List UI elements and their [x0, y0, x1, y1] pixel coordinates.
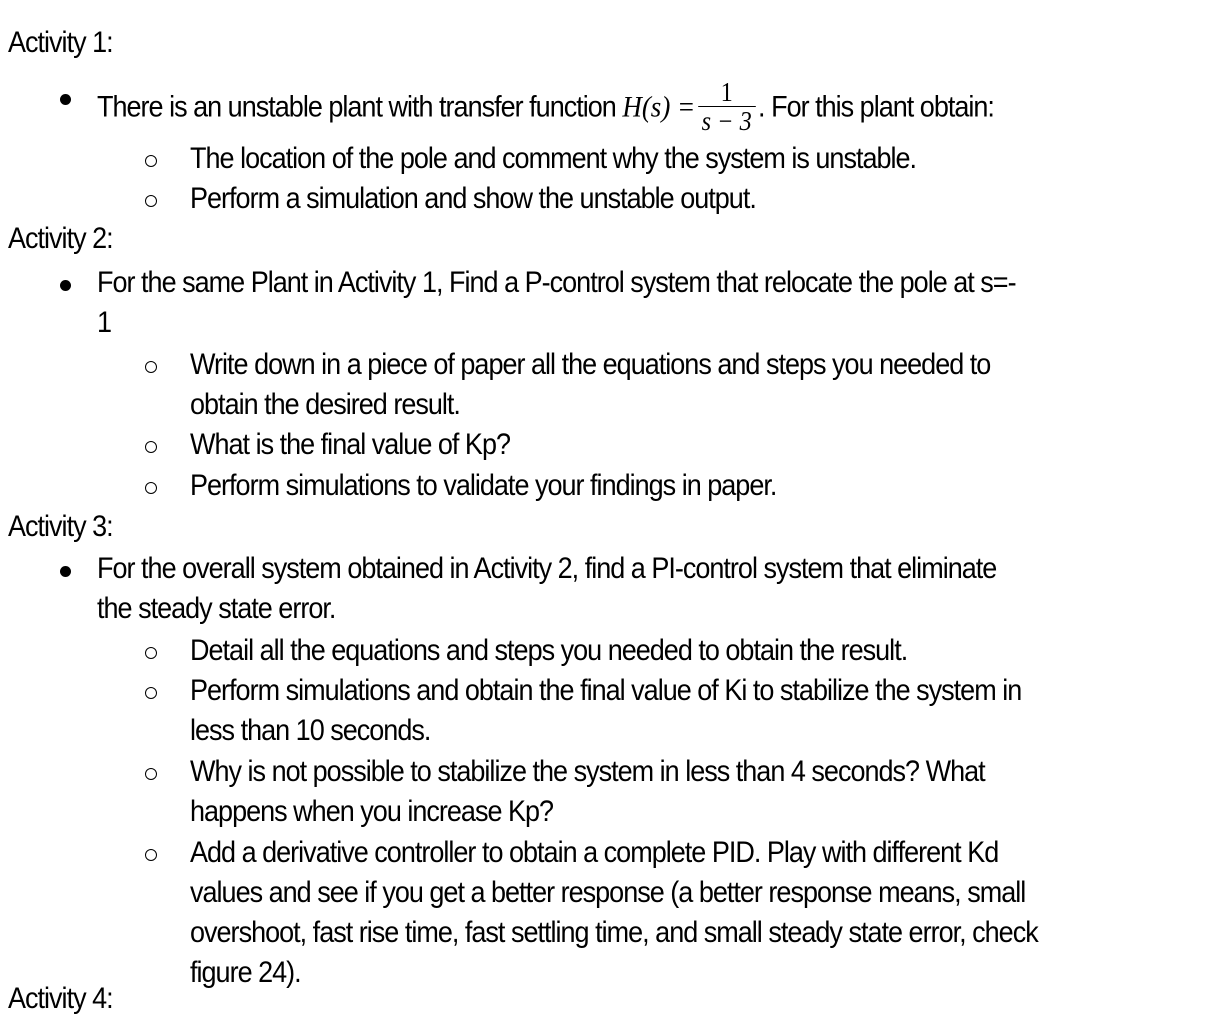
sub-bullet-marker [145, 768, 157, 780]
transfer-function-numerator: 1 [698, 78, 755, 107]
activity-1-sub-1: The location of the pole and comment why the system is unstable. [190, 142, 917, 175]
activity-2-sub-3: Perform simulations to validate your findings in paper. [190, 469, 777, 502]
activity-1-bullet-text-before: There is an unstable plant with transfer function [97, 90, 623, 124]
sub-bullet-marker [145, 361, 157, 373]
sub-bullet-marker [145, 441, 157, 453]
activity-1-bullet [97, 77, 994, 137]
activity-2-bullet-line-1: For the same Plant in Activity 1, Find a P-control system that relocate the pole at s=- [97, 266, 1016, 299]
activity-1-sub-2: Perform a simulation and show the unstable output. [190, 182, 756, 215]
activity-3-sub-3-line-1: Why is not possible to stabilize the system in less than 4 seconds? What [190, 755, 985, 788]
activity-2-sub-1-line-1: Write down in a piece of paper all the equations and steps you needed to [190, 348, 991, 381]
activity-3-bullet-line-1: For the overall system obtained in Activity 2, find a PI-control system that eliminate [97, 552, 997, 585]
activity-4-heading: Activity 4: [8, 982, 113, 1015]
activity-3-sub-2-line-1: Perform simulations and obtain the final value of Ki to stabilize the system in [190, 674, 1022, 707]
activity-2-sub-1-line-2: obtain the desired result. [190, 388, 460, 421]
activity-3-sub-4-line-1: Add a derivative controller to obtain a complete PID. Play with different Kd [190, 836, 999, 869]
activity-1-heading: Activity 1: [8, 26, 113, 59]
bullet-marker [60, 566, 71, 577]
activity-3-bullet-line-2: the steady state error. [97, 592, 336, 625]
activity-3-sub-3-line-2: happens when you increase Kp? [190, 795, 554, 828]
activity-2-heading: Activity 2: [8, 222, 113, 255]
bullet-marker [60, 280, 71, 291]
sub-bullet-marker [145, 155, 157, 167]
activity-3-sub-4-line-3: overshoot, fast rise time, fast settling time, and small steady state error, check [190, 916, 1038, 949]
activity-3-heading: Activity 3: [8, 510, 113, 543]
activity-3-sub-4-line-2: values and see if you get a better response (a better response means, small [190, 876, 1026, 909]
transfer-function-denominator: s − 3 [701, 106, 752, 136]
sub-bullet-marker [145, 195, 157, 207]
sub-bullet-marker [145, 849, 157, 861]
activity-1-bullet-text-after: . For this plant obtain: [758, 90, 994, 124]
bullet-marker [60, 94, 71, 105]
activity-3-sub-4-line-4: figure 24). [190, 956, 301, 989]
sub-bullet-marker [145, 647, 157, 659]
activity-4-heading-clip [8, 982, 124, 1015]
activity-2-bullet-line-2: 1 [97, 306, 112, 339]
transfer-function-fraction [698, 78, 755, 135]
activity-3-sub-2-line-2: less than 10 seconds. [190, 714, 431, 747]
sub-bullet-marker [145, 482, 157, 494]
activity-2-sub-2: What is the final value of Kp? [190, 428, 511, 461]
activity-3-sub-1: Detail all the equations and steps you needed to obtain the result. [190, 634, 908, 667]
sub-bullet-marker [145, 687, 157, 699]
transfer-function-lhs: H(s) = [622, 90, 696, 124]
